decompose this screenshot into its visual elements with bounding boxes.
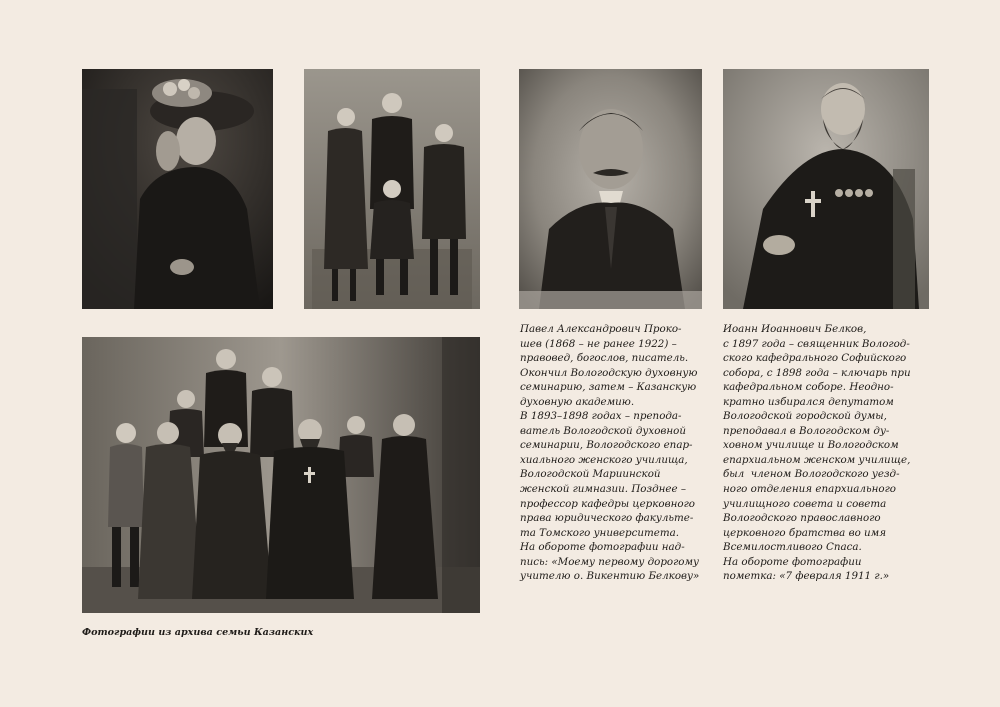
photo-portrait-belkov <box>723 69 929 309</box>
caption-belkov: Иоанн Иоаннович Белков, с 1897 года – священник Вологод- ского кафедрального Софийского собора, с 1898 года – ключарь при кафедральном соборе. Неодно- кратно избирался депутатом Вологодской городской думы, преподавал в Вологодском ду- ховном училище и Вологодском епархиальном женском училище, был членом Вологодского уезд- ного отделения епархиального училищного совета и совета Вологодского православного церковного братства во имя Всемилостливого Спаса. На обороте фотографии пометка: «7 февраля 1911 г.» <box>723 323 911 583</box>
caption-prokoshev: Павел Александрович Проко- шев (1868 – не ранее 1922) – правовед, богослов, писатель. Окончил Вологодскую духовную семинарию, затем – Казанскую духовную академию. В 1893–1898 годах – препода- ватель Вологодской духовной семинарии, Вологодского епар- хиального женского училища, Вологодской Мариинской женской гимназии. Позднее – профессор кафедры церковного права юридического факульте- та Томского университета. На обороте фотографии над- пись: «Моему первому дорогому учителю о. Викентию Белкову» <box>520 323 700 583</box>
photo-family-group <box>82 337 480 613</box>
photo-four-children <box>304 69 480 309</box>
photo-woman-in-hat <box>82 69 273 309</box>
photo-portrait-prokoshev <box>519 69 702 309</box>
archive-credit-note: Фотографии из архива семьи Казанских <box>82 627 314 638</box>
